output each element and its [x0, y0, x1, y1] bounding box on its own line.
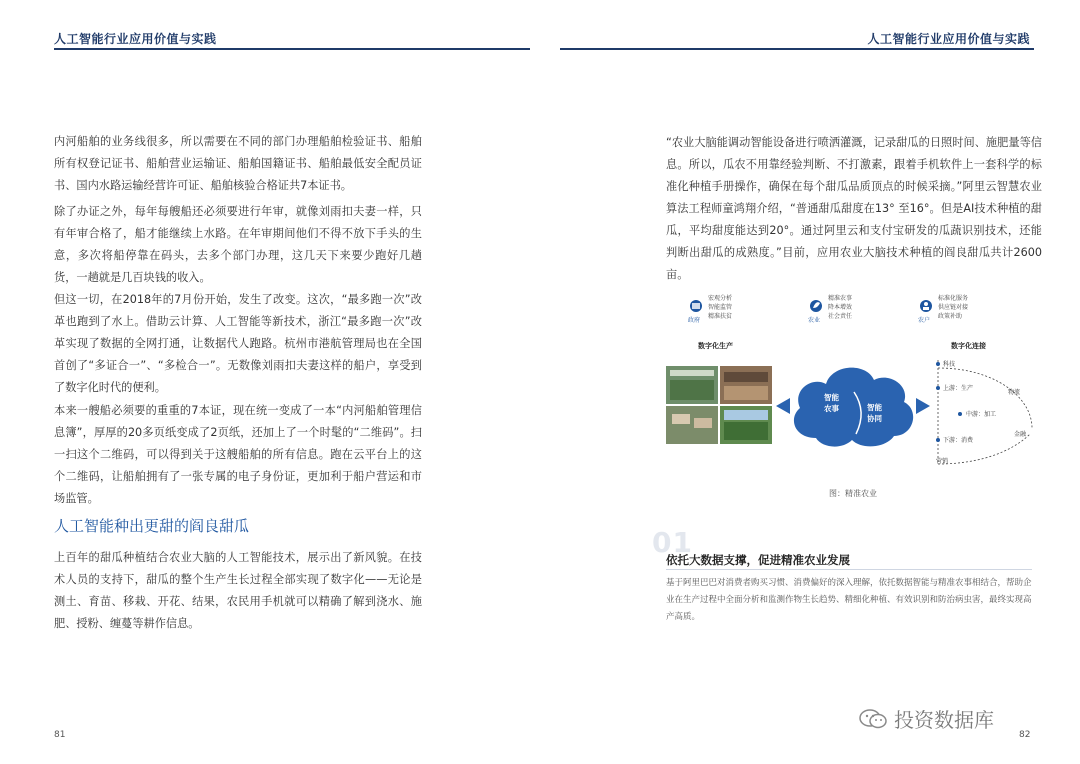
- farm-group: [808, 294, 852, 324]
- farm-item-1: 精准农事: [828, 295, 853, 302]
- watermark-text: 投资数据库: [894, 708, 994, 732]
- gov-item-2: 智能监管: [708, 304, 733, 311]
- farmer-item-1: 标准化服务: [938, 295, 969, 302]
- farmer-group: [918, 294, 968, 324]
- chain-finance: 金融: [1014, 431, 1027, 438]
- diagram-caption: 图：精准农业: [829, 489, 877, 498]
- header-title-right: 人工智能行业应用价值与实践: [867, 32, 1030, 46]
- farm-item-3: 社会责任: [828, 313, 853, 320]
- precision-agriculture-diagram: [666, 288, 1036, 468]
- digital-production-title: 数字化生产: [698, 342, 733, 350]
- photo-collage: [666, 366, 772, 444]
- cloud-left-line-1: 智能: [824, 393, 839, 402]
- chain-midstream: 中游：加工: [966, 411, 997, 418]
- paragraph-2: 除了办证之外，每年每艘船还必须要进行年审，就像刘雨扣夫妻一样，只有年审合格了，船才能继续上水路。在年审期间他们不得不放下手头的生意，多次将船停靠在码头，去多个部门办理，这几天下来要少跑好几趟货，一趟就是几百块钱的收入。: [54, 205, 422, 284]
- digital-connection-title: 数字化连接: [951, 342, 986, 350]
- right-paragraph: “农业大脑能调动智能设备进行喷洒灌溉，记录甜瓜的日照时间、施肥量等信息。所以，瓜农不用靠经验判断、不打激素，跟着手机软件上一套科学的标准化种植手册操作，确保在每个甜瓜品质顶点的时候采摘。”阿里云智慧农业算法工程师童鸿翔介绍，“普通甜瓜甜度在13° 至16°。但是AI技术种植的甜瓜，平均甜度能达到20°。通过阿里云和支付宝研发的瓜蔬识别技术，还能判断出甜瓜的成熟度。”目前，应用农业大脑技术种植的阎良甜瓜共计2600亩。: [666, 136, 1042, 281]
- farmer-item-2: 供应链对接: [938, 304, 969, 311]
- chain-tech: 科技: [943, 361, 956, 368]
- cloud-right-line-1: 智能: [867, 403, 882, 412]
- chain-upstream: 上游：生产: [943, 385, 974, 392]
- cloud-left-line-2: 农事: [824, 404, 839, 413]
- highlight-rule: [666, 569, 1032, 570]
- highlight-text: 基于阿里巴巴对消费者购买习惯、消费偏好的深入理解，依托数据智能与精准农事相结合，帮助企业在生产过程中全面分析和监测作物生长趋势、精细化种植、有效识别和防治病虫害，最终实现高产高质。: [666, 578, 1032, 622]
- gov-item-1: 宏观分析: [708, 295, 733, 302]
- page-number-left: 81: [54, 730, 66, 740]
- section-paragraph: 上百年的甜瓜种植结合农业大脑的人工智能技术，展示出了新风貌。在技术人员的支持下，甜瓜的整个生产生长过程全部实现了数字化——无论是测土、育苗、移栽、开花、结果，农民用手机就可以精确了解到浇水、施肥、授粉、缠蔓等耕作信息。: [54, 551, 422, 630]
- farmer-item-3: 政策补助: [938, 313, 963, 320]
- paragraph-1: 内河船舶的业务线很多，所以需要在不同的部门办理船舶检验证书、船舶所有权登记证书、船舶营业运输证、船舶国籍证书、船舶最低安全配员证书、国内水路运输经营许可证、船舶核验合格证共7本证书。: [54, 135, 422, 192]
- farm-label: 农业: [808, 317, 821, 324]
- left-page: [54, 0, 454, 764]
- watermark: [858, 704, 994, 733]
- gov-label: 政府: [688, 317, 701, 324]
- highlight-number: 01: [652, 526, 693, 559]
- gov-group: [688, 294, 732, 324]
- page-number-right: 82: [1019, 730, 1031, 740]
- chain-logistics: 物流: [1008, 389, 1021, 396]
- section-heading: 人工智能种出更甜的阎良甜瓜: [54, 517, 250, 535]
- wechat-icon: [858, 708, 888, 730]
- paragraph-4: 本来一艘船必须要的重重的7本证，现在统一变成了一本“内河船舶管理信息簿”，厚厚的20多页纸变成了2页纸，还加上了一个时髦的“二维码”。扫一扫这个二维码，可以得到关于这艘船舶的所有信息。跑在云平台上的这个二维码，让船舶拥有了一张专属的电子身份证，更加利于船户营运和市场监管。: [54, 404, 422, 505]
- arrow-left-icon: [776, 398, 790, 414]
- chain-marketing: 营销: [936, 458, 949, 465]
- arrow-right-icon: [916, 398, 930, 414]
- farm-item-2: 降本增效: [828, 304, 853, 311]
- chain-downstream: 下游：消费: [943, 437, 974, 444]
- cloud-shape: [794, 368, 913, 447]
- farmer-label: 农户: [918, 317, 931, 324]
- gov-item-3: 精准扶贫: [708, 313, 733, 320]
- paragraph-3: 但这一切，在2018年的7月份开始，发生了改变。这次，“最多跑一次”改革也跑到了水上。借助云计算、人工智能等新技术，浙江“最多跑一次”改革实现了数据的全网打通，让数据代人跑路。杭州市港航管理局也在全国首创了“多证合一”、“多检合一”。无数像刘雨扣夫妻这样的船户，享受到了数字化时代的便利。: [54, 293, 422, 394]
- cloud-right-line-2: 协同: [867, 414, 882, 423]
- header-title-left: 人工智能行业应用价值与实践: [54, 32, 217, 46]
- value-chain: [936, 360, 1032, 465]
- highlight-heading: 依托大数据支撑，促进精准农业发展: [666, 553, 850, 567]
